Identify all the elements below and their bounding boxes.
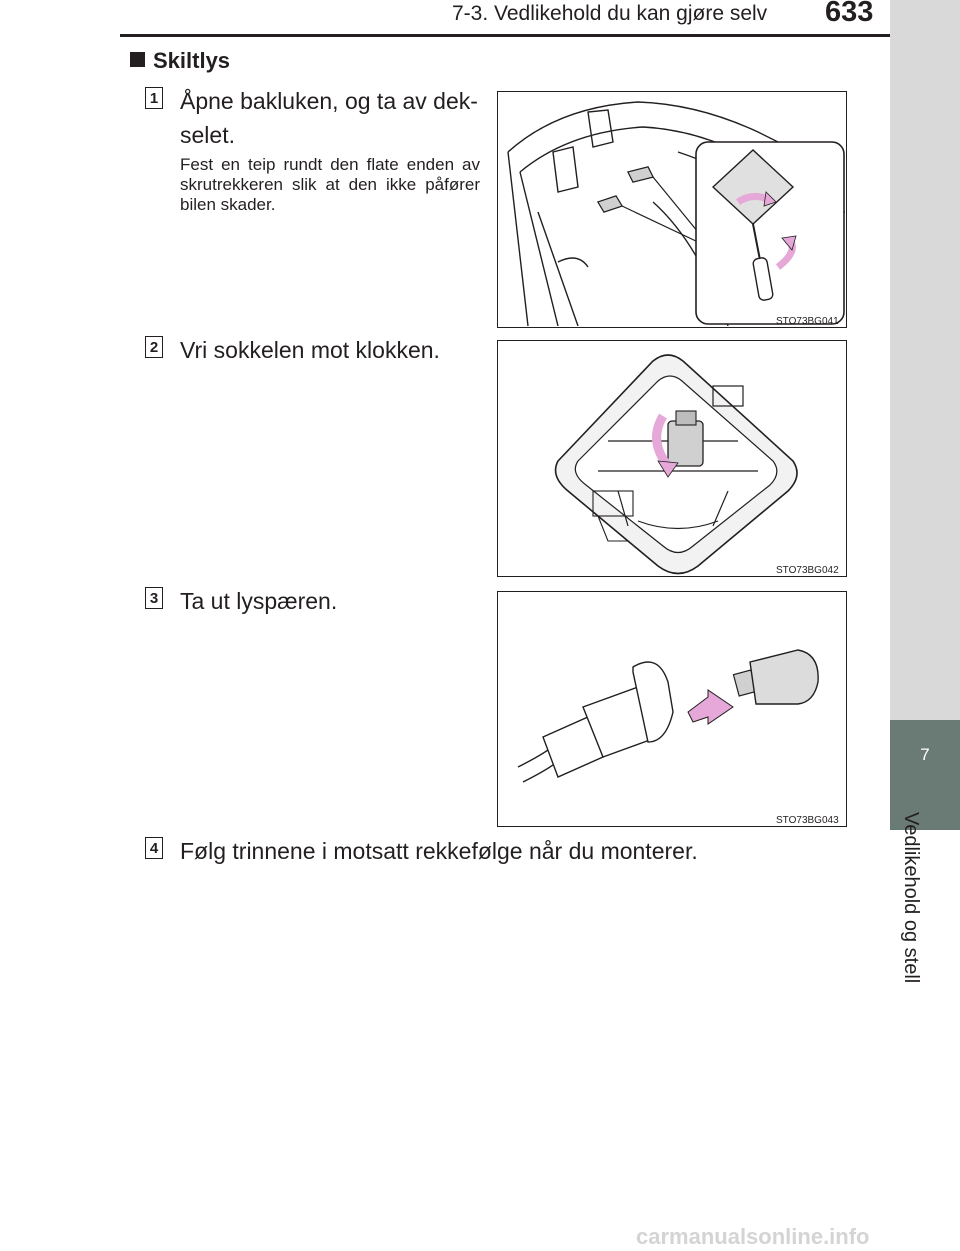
figure-2-socket [497, 340, 847, 577]
connector-icon [543, 662, 673, 777]
figure-1-code: STO73BG041 [776, 316, 839, 327]
header-rule [120, 34, 960, 37]
step-1-text-line1: Åpne bakluken, og ta av dek- [180, 88, 478, 114]
figure-1-tailgate [497, 91, 847, 328]
figure-2-code: STO73BG042 [776, 565, 839, 576]
chapter-number: 7 [920, 745, 930, 764]
step-number-4: 4 [145, 837, 163, 859]
chapter-tab-background [890, 0, 960, 720]
section-title [130, 48, 230, 74]
chapter-label: Vedlikehold og stell [900, 812, 922, 984]
tailgate-illustration [498, 92, 845, 326]
figure-3-code: STO73BG043 [776, 815, 839, 826]
socket-illustration [498, 341, 845, 575]
bullet-square-icon [130, 52, 145, 67]
step-1-text-line2: selet. [180, 122, 235, 148]
step-1-note: Fest en teip rundt den flate enden av skrutrekkeren slik at den ikke påfører bilen skader. [180, 155, 480, 214]
step-2-text: Vri sokkelen mot klokken. [180, 337, 440, 363]
section-title-text: Skiltlys [153, 48, 231, 73]
running-header-title: 7-3. Vedlikehold du kan gjøre selv [452, 2, 768, 25]
watermark: carmanualsonline.info [636, 1224, 870, 1249]
step-number-2: 2 [145, 336, 163, 358]
step-4-text: Følg trinnene i motsatt rekkefølge når du monterer. [180, 838, 698, 864]
figure-3-bulb [497, 591, 847, 827]
bulb-removal-illustration [498, 592, 845, 825]
step-number-3: 3 [145, 587, 163, 609]
bulb-icon [733, 650, 818, 704]
step-3-text: Ta ut lyspæren. [180, 588, 338, 614]
step-number-1: 1 [145, 87, 163, 109]
step-1-text [180, 84, 480, 152]
page-number: 633 [825, 0, 874, 28]
